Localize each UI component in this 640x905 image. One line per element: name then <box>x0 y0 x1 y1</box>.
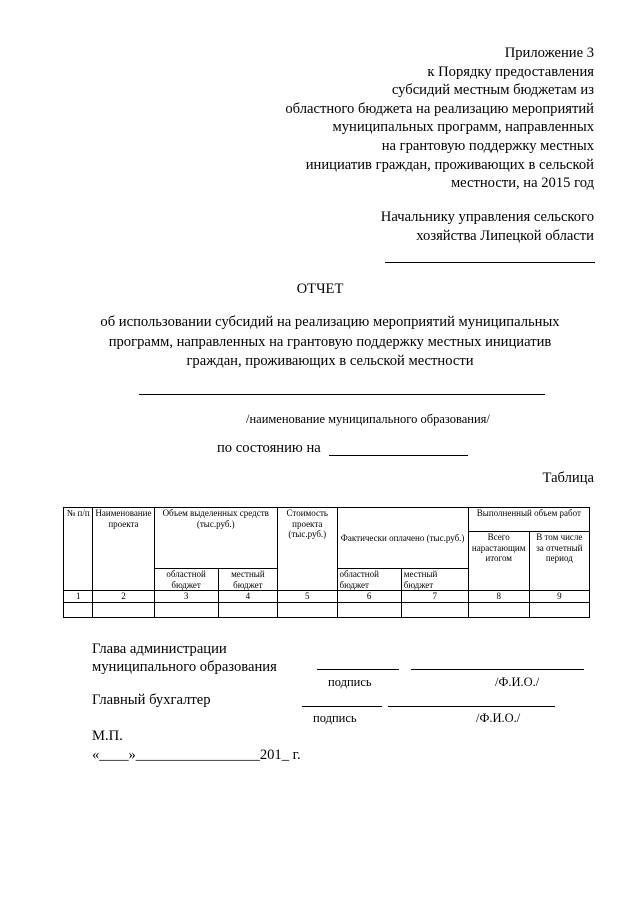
header-work-done: Выполненный объем работ <box>468 508 589 532</box>
subtitle-line: программ, направленных на грантовую поддержку местных инициатив <box>108 333 552 350</box>
report-title: ОТЧЕТ <box>296 281 344 297</box>
header-reporting-period: В том числе за отчетный период <box>529 532 589 591</box>
report-table <box>63 507 590 618</box>
accountant-label: Главный бухгалтер <box>92 692 211 708</box>
column-number: 4 <box>218 591 277 603</box>
appendix-line: областного бюджета на реализацию мероприятий <box>285 100 594 117</box>
header-cost: Стоимость проекта (тыс.руб.) <box>278 508 338 591</box>
column-number: 8 <box>468 591 529 603</box>
table-label: Таблица <box>542 470 594 486</box>
addressee-underline <box>385 262 595 263</box>
fio-caption: /Ф.И.О./ <box>476 711 521 725</box>
header-project-name: Наименование проекта <box>93 508 154 591</box>
appendix-line: на грантовую поддержку местных <box>381 137 594 154</box>
as-of-date-line <box>329 455 468 456</box>
addressee-block <box>381 208 594 245</box>
column-number: 2 <box>93 591 154 603</box>
appendix-line: муниципальных программ, направленных <box>332 119 594 136</box>
appendix-line: субсидий местным бюджетам из <box>391 82 594 99</box>
accountant-signature-line <box>302 706 382 707</box>
header-num: № п/п <box>64 508 93 591</box>
appendix-line: Приложение 3 <box>504 45 594 61</box>
column-number: 3 <box>154 591 218 603</box>
column-number: 1 <box>64 591 93 603</box>
date-field: «____»_________________201_ г. <box>92 747 301 763</box>
municipality-name-line <box>139 394 545 395</box>
addressee-line: Начальнику управления сельского <box>380 209 594 225</box>
column-number: 9 <box>529 591 589 603</box>
header-local-budget-paid: местный бюджет <box>401 569 468 591</box>
addressee-line: хозяйства Липецкой области <box>416 227 594 244</box>
report-subtitle <box>60 313 600 372</box>
appendix-line: местности, на 2015 год <box>450 175 594 192</box>
header-allocated: Объем выделенных средств (тыс.руб.) <box>154 508 278 569</box>
header-local-budget-allocated: местный бюджет <box>218 569 277 591</box>
header-total-cumulative: Всего нарастающим итогом <box>468 532 529 591</box>
appendix-line: к Порядку предоставления <box>427 63 594 80</box>
head-label-line1: Глава администрации <box>92 641 227 657</box>
head-signature-line <box>317 669 399 670</box>
subtitle-line: граждан, проживающих в сельской местности <box>186 353 474 369</box>
head-label-line2: муниципального образования <box>92 659 277 675</box>
header-regional-budget-allocated: областной бюджет <box>154 569 218 591</box>
column-number: 7 <box>401 591 468 603</box>
header-paid: Фактически оплачено (тыс.руб.) <box>337 508 468 569</box>
table-row <box>64 602 590 617</box>
appendix-block <box>285 44 594 193</box>
municipality-caption: /наименование муниципального образования/ <box>246 412 490 426</box>
appendix-line: инициатив граждан, проживающих в сельской <box>305 156 594 173</box>
as-of-label: по состоянию на <box>217 440 321 456</box>
head-fio-line <box>411 669 584 670</box>
head-label <box>92 640 277 676</box>
fio-caption: /Ф.И.О./ <box>495 675 540 689</box>
accountant-fio-line <box>388 706 555 707</box>
signature-caption: подпись <box>328 675 372 689</box>
column-number: 6 <box>337 591 401 603</box>
subtitle-line: об использовании субсидий на реализацию мероприятий муниципальных <box>100 314 560 330</box>
signature-caption: подпись <box>313 711 357 725</box>
header-regional-budget-paid: областной бюджет <box>337 569 401 591</box>
column-number: 5 <box>278 591 338 603</box>
seal-label: М.П. <box>92 728 123 744</box>
